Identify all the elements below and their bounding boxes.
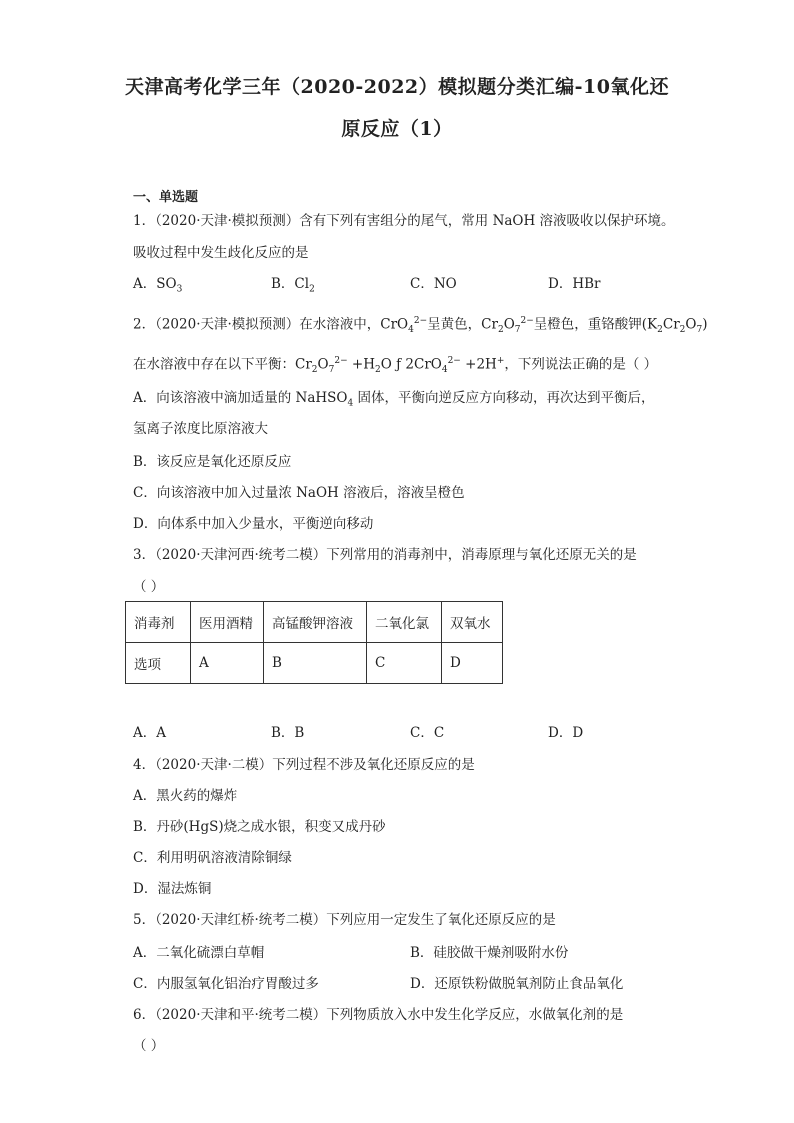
table-cell: A (191, 643, 264, 684)
table-cell: 高锰酸钾溶液 (264, 602, 367, 643)
q2-option-a-line2: 氢离子浓度比原溶液大 (133, 421, 268, 437)
q5-option-c: C．内服氢氧化铝治疗胃酸过多 (133, 976, 319, 992)
q6-stem-line2: （ ） (133, 1038, 165, 1054)
document-title-line2: 原反应（1） (341, 118, 453, 140)
q3-option-d: D．D (548, 725, 584, 741)
q3-option-a: A．A (133, 725, 166, 741)
q1-stem-line2: 吸收过程中发生歧化反应的是 (133, 245, 309, 261)
q1-option-c: C．NO (410, 276, 457, 292)
section-heading: 一、单选题 (133, 190, 199, 205)
table-cell: C (367, 643, 442, 684)
q1-option-d: D．HBr (548, 276, 601, 292)
q1-option-a: A．$SO_3$ (133, 276, 183, 295)
q5-option-a: A．二氧化硫漂白草帽 (133, 945, 265, 961)
table-row (126, 643, 503, 684)
q4-option-a: A．黑火药的爆炸 (133, 788, 238, 804)
q2-option-a-line1: A．向该溶液中滴加适量的 NaHSO$_4$ 固体，平衡向逆反应方向移动，再次达到平衡后， (133, 390, 655, 409)
q5-option-d: D．还原铁粉做脱氧剂防止食品氧化 (410, 976, 624, 992)
q6-stem-line1: 6．（2020·天津和平·统考二模）下列物质放入水中发生化学反应，水做氧化剂的是 (133, 1007, 624, 1023)
q4-stem: 4．（2020·天津·二模）下列过程不涉及氧化还原反应的是 (133, 757, 475, 773)
q3-stem-line1: 3．（2020·天津河西·统考二模）下列常用的消毒剂中，消毒原理与氧化还原无关的是 (133, 547, 637, 563)
q2-option-b: B．该反应是氧化还原反应 (133, 454, 292, 470)
q3-stem-line2: （ ） (133, 579, 165, 595)
table-cell: 二氧化氯 (367, 602, 442, 643)
q2-option-c: C．向该溶液中加入过量浓 NaOH 溶液后，溶液呈橙色 (133, 485, 465, 501)
q1-stem-line1: 1．（2020·天津·模拟预测）含有下列有害组分的尾气，常用 NaOH 溶液吸收以保护环境。 (133, 213, 675, 229)
q2-option-d: D．向体系中加入少量水，平衡逆向移动 (133, 516, 374, 532)
q4-option-c: C．利用明矾溶液清除铜绿 (133, 850, 292, 866)
q1-option-b: B．$Cl_2$ (271, 276, 315, 295)
q2-stem-line1: 2．（2020·天津·模拟预测）在水溶液中，CrO$_4^{2-}$呈黄色，$Cr_2O_7^{2-}$呈橙色，重铬酸钾$(K_2Cr_2O_7)$ (133, 316, 708, 336)
disinfectant-table (125, 601, 503, 684)
q2-stem-line2: 在水溶液中存在以下平衡：$Cr_2O_7^{2-} +H_2O$ ƒ 2CrO$_4^{2-}$ +2H+，下列说法正确的是（ ） (133, 356, 658, 376)
table-cell: B (264, 643, 367, 684)
q4-option-b: B．丹砂(HgS)烧之成水银，积变又成丹砂 (133, 819, 386, 835)
q5-stem: 5．（2020·天津红桥·统考二模）下列应用一定发生了氧化还原反应的是 (133, 912, 556, 928)
q3-option-b: B．B (271, 725, 305, 741)
table-cell: 医用酒精 (191, 602, 264, 643)
table-row (126, 602, 503, 643)
table-cell: 选项 (126, 643, 191, 684)
table-cell: D (442, 643, 503, 684)
q5-option-b: B．硅胶做干燥剂吸附水份 (410, 945, 569, 961)
q4-option-d: D．湿法炼铜 (133, 881, 212, 897)
table-cell: 双氧水 (442, 602, 503, 643)
q3-option-c: C．C (410, 725, 445, 741)
document-title-line1: 天津高考化学三年（2020-2022）模拟题分类汇编-10氧化还 (125, 76, 669, 98)
table-cell: 消毒剂 (126, 602, 191, 643)
